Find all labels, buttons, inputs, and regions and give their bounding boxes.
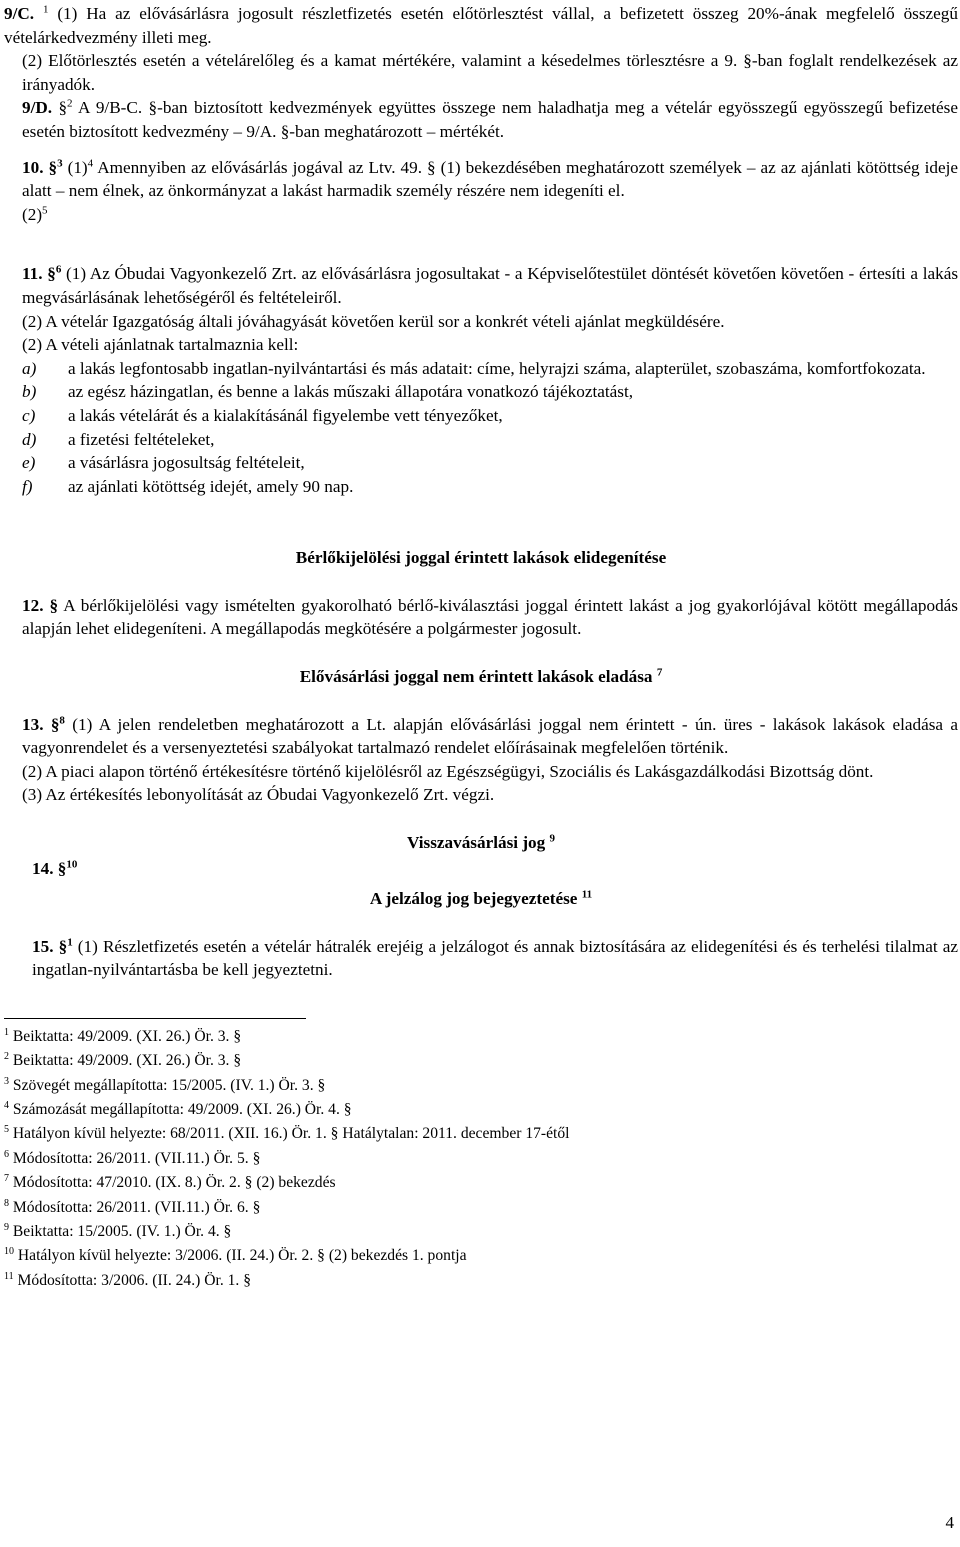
section-label: 10. <box>22 157 44 177</box>
paragraph-text: (2) Előtörlesztés esetén a vételárelőleg és a kamat mértékére, valamint a késedelmes törlesztésre a 9. §-ban foglalt rendelkezések az irányadók. <box>22 51 958 94</box>
paragraph-12 <box>4 594 958 641</box>
paragraph-text: (2) A vételár Igazgatóság általi jóváhagyását követően kerül sor a konkrét vételi ajánlat megküldésére. <box>22 311 725 331</box>
footnote: $^9$ Beiktatta: 15/2005. (IV. 1.) Ör. 4. § <box>4 1221 232 1241</box>
footnote: $^4$ Számozását megállapította: 49/2009. (XI. 26.) Ör. 4. § <box>4 1099 352 1119</box>
paragraph-text: Amennyiben az elővásárlás jogával az Ltv. 49. § (1) bekezdésében meghatározott személyek – az az ajánlati kötöttség ideje alatt – nem élnek, az önkormányzat a lakást harmadik személy részére nem idegeníti el. <box>22 157 959 201</box>
list-text: az egész házingatlan, és benne a lakás műszaki állapotára vonatkozó tájékoztatást, <box>68 382 634 402</box>
list-item-c <box>4 404 958 428</box>
section-sign: § <box>47 264 56 284</box>
paragraph-text: (1) Részletfizetés esetén a vételár hátralék erejéig a jelzálogot és annak biztosítására az elidegenítési és és terhelési tilalmat az ingatlan-nyilvántartásba be kell jegyeztetni. <box>32 936 959 980</box>
footnote-ref[interactable]: 6 <box>55 263 62 276</box>
list-item-a <box>4 357 958 381</box>
page-number: 4 <box>945 1513 954 1532</box>
paragraph-text: A bérlőkijelölési vagy ismételten gyakorolható bérlő-kiválasztási joggal érintett lakást a jog gyakorlójával kötött megállapodás alapján lehet elidegeníteni. A megállapodás megkötésére a polgármester jogosult. <box>22 595 958 639</box>
section-sign: § <box>48 157 58 177</box>
document-page <box>4 2 958 1293</box>
footnote: $^7$ Módosította: 47/2010. (IX. 8.) Ör. 2. § (2) bekezdés <box>4 1173 336 1192</box>
paragraph-10 <box>4 156 958 203</box>
section-label: 9/C. <box>4 4 35 23</box>
list-item-d <box>4 428 958 452</box>
heading-berlokijelolesi: Bérlőkijelölési joggal érintett lakások elidegenítése <box>295 548 667 568</box>
footnote: $^5$ Hatályon kívül helyezte: 68/2011. (XII. 16.) Ör. 1. § Hatálytalan: 2011. december 17-étől <box>4 1124 570 1143</box>
section-label: 9/D. <box>22 98 53 118</box>
section-label: 14. <box>32 859 54 879</box>
paragraph-text: (1) Az Óbudai Vagyonkezelő Zrt. az elővásárlásra jogosultakat - a Képviselőtestület döntését követően követően - értesíti a lakás megvásárlásának lehetőségéről és feltételeiről. <box>22 264 959 307</box>
section-label: 13. <box>22 714 44 734</box>
footnote-ref[interactable]: 3 <box>57 156 63 169</box>
list-text: a vásárlásra jogosultság feltételeit, <box>68 453 305 473</box>
section-label: 12. <box>22 595 44 615</box>
paragraph-15 <box>4 935 958 982</box>
section-14-block <box>4 831 958 911</box>
paragraph-text: (3) Az értékesítés lebonyolítását az Óbudai Vagyonkezelő Zrt. végzi. <box>22 785 495 805</box>
footnote: $^{10}$ Hatályon kívül helyezte: 3/2006. (II. 24.) Ör. 2. § (2) bekezdés 1. pontja <box>4 1246 467 1265</box>
footnote-ref[interactable]: 2 <box>67 97 73 110</box>
list-item-e <box>4 451 958 475</box>
heading-text: Visszavásárlási jog <box>406 833 546 853</box>
paragraph-9d <box>4 96 958 143</box>
footnote-ref[interactable]: 7 <box>656 666 663 679</box>
footnote-divider <box>4 1018 306 1019</box>
paragraph-13-2 <box>4 760 958 784</box>
section-sign: § <box>49 595 59 615</box>
paragraph-13 <box>4 713 958 760</box>
section-sign: § <box>58 936 68 956</box>
footnote: $^2$ Beiktatta: 49/2009. (XI. 26.) Ör. 3. § <box>4 1051 242 1070</box>
list-text: a lakás vételárát és a kialakításánál figyelembe vett tényezőket, <box>68 405 503 425</box>
footnote: $^1$ Beiktatta: 49/2009. (XI. 26.) Ör. 3. § <box>4 1026 242 1045</box>
paragraph-14 <box>32 857 77 881</box>
paragraph-text: (1) A jelen rendeletben meghatározott a Lt. alapján elővásárlási joggal nem érintett - ún. üres - lakások lakások eladása a vagyonrendelet és a versenyeztetési szabályokat tartalmazó rendelet előírásainak megfelelően történik. <box>22 714 959 758</box>
subsection-number: (2) <box>22 204 43 224</box>
footnote-ref[interactable]: 1 <box>67 935 73 948</box>
heading-elovasarlasi <box>4 665 958 689</box>
section-sign: § <box>58 98 68 118</box>
paragraph-9c <box>4 2 958 49</box>
section-sign: § <box>57 859 67 879</box>
paragraph-11 <box>4 262 958 309</box>
heading-text: Elővásárlási joggal nem érintett lakások eladása <box>299 667 653 687</box>
paragraph-10-2 <box>4 203 958 227</box>
section-sign: § <box>50 714 60 734</box>
footnote: $^{11}$ Módosította: 3/2006. (II. 24.) Ör. 1. § <box>4 1270 252 1289</box>
footnote-ref[interactable]: 9 <box>549 832 556 845</box>
paragraph-13-3 <box>4 783 958 807</box>
paragraph-text: (2) A vételi ajánlatnak tartalmaznia kell: <box>22 335 299 355</box>
paragraph-9c-2 <box>4 49 958 96</box>
footnote: $^8$ Módosította: 26/2011. (VII.11.) Ör. 6. § <box>4 1197 261 1216</box>
heading-visszavasarlasi <box>4 831 958 855</box>
footnote-ref[interactable]: 8 <box>59 713 65 726</box>
list-letter: c) <box>22 405 36 425</box>
list-item-f <box>4 475 958 499</box>
list-letter: a) <box>22 358 37 378</box>
footnote: $^3$ Szövegét megállapította: 15/2005. (IV. 1.) Ör. 3. § <box>4 1075 326 1094</box>
footnote-ref[interactable]: 4 <box>87 156 94 169</box>
footnote-ref[interactable]: 11 <box>581 888 593 901</box>
list-letter: f) <box>22 476 33 496</box>
paragraph-text: A 9/B-C. §-ban biztosított kedvezmények együttes összege nem haladhatja meg a vételár egyösszegű egyösszegű befizetése esetén biztosított kedvezmény – 9/A. §-ban meghatározott – mértékét. <box>22 98 958 141</box>
section-label: 11. <box>22 264 43 284</box>
list-text: a lakás legfontosabb ingatlan-nyilvántartási és más adatait: címe, helyrajzi száma, alapterület, szobaszáma, komfortfokozata. <box>68 358 926 378</box>
paragraph-text: (2) A piaci alapon történő értékesítésre történő kijelölésről az Egészségügyi, Szociális és Lakásgazdálkodási Bizottság dönt. <box>22 761 874 781</box>
heading-text: A jelzálog jog bejegyeztetése <box>369 889 578 909</box>
list-letter: e) <box>22 453 36 473</box>
list-letter: d) <box>22 429 37 449</box>
paragraph-11-3 <box>4 333 958 357</box>
section-label: 15. <box>32 936 54 956</box>
list-item-b <box>4 380 958 404</box>
paragraph-text: (1) Ha az elővásárlásra jogosult részletfizetés esetén előtörlesztést vállal, a befizetett összeg 20%-ának megfelelő összegű vételárkedvezmény illeti meg. <box>4 4 958 47</box>
subsection-number: (1) <box>67 157 88 177</box>
list-letter: b) <box>22 382 37 402</box>
footnote-ref[interactable]: 5 <box>42 204 48 217</box>
footnote-ref[interactable]: 10 <box>66 858 78 871</box>
list-text: az ajánlati kötöttség idejét, amely 90 nap. <box>68 476 354 496</box>
paragraph-11-2 <box>4 310 958 334</box>
footnote: $^6$ Módosította: 26/2011. (VII.11.) Ör. 5. § <box>4 1148 261 1167</box>
list-text: a fizetési feltételeket, <box>68 429 215 449</box>
footnote-ref[interactable]: 1 <box>42 3 49 16</box>
footnotes <box>4 1025 958 1293</box>
